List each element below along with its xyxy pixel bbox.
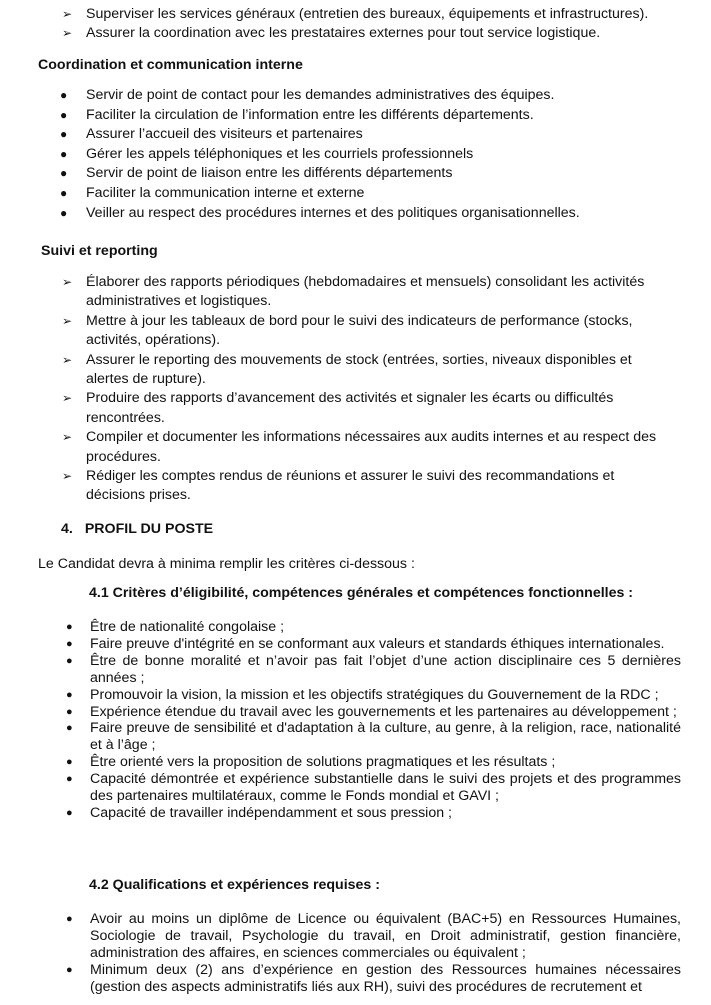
bullet-icon: ● [66,722,73,735]
list-item: ➢ Compiler et documenter les informations nécessaires aux audits internes et au respect des procédures. [62,429,657,465]
bullet-icon: ● [60,205,68,220]
list-item: ● Capacité démontrée et expérience substantielle dans le suivi des projets et des programmes des partenaires multilatéraux, comme le Fonds mondial et GAVI ; [66,771,681,805]
top-arrow-list [0,5,711,44]
bullet-icon: ● [60,107,68,122]
section-number: 4. [61,521,73,537]
arrow-bullet-icon: ➢ [62,26,73,41]
list-item: ● Faire preuve d'intégrité en se conformant aux valeurs et standards éthiques internationales. [66,635,665,652]
section-heading-suivi: Suivi et reporting [41,243,158,259]
bullet-icon: ● [66,637,73,650]
bullet-icon: ● [66,688,73,701]
list-item: ● Promouvoir la vision, la mission et les objectifs stratégiques du Gouvernement de la RDC ; [66,686,659,703]
bullet-icon: ● [60,127,68,142]
section-heading-coordination: Coordination et communication interne [38,57,303,73]
arrow-bullet-icon: ➢ [62,469,73,484]
bullet-icon: ● [60,88,68,102]
criteres-list [0,619,711,822]
bullet-icon: ● [66,654,73,667]
subsection-heading-qualifications: 4.2 Qualifications et expériences requises : [89,877,380,893]
list-item: ● Assurer l’accueil des visiteurs et partenaires [0,125,711,145]
arrow-bullet-icon: ➢ [62,275,73,289]
bullet-icon: ● [66,621,73,633]
list-item: ➢ Assurer la coordination avec les prestataires externes pour tout service logistique. [0,24,711,43]
list-item: ● Faciliter la communication interne et externe [0,184,711,204]
list-item: ➢ Superviser les services généraux (entretien des bureaux, équipements et infrastructures). [0,5,711,24]
list-item: ● Avoir au moins un diplôme de Licence ou équivalent (BAC+5) en Ressources Humaines, Sociologie de travail, Psychologie du travail, en Droit administratif, gestion financière, administration des affaires, en sciences commerciales ou équivalent ; [66,911,681,961]
list-item: ● Gérer les appels téléphoniques et les courriels professionnels [0,145,711,165]
list-item: ● Être orienté vers la proposition de solutions pragmatiques et les résultats ; [66,754,556,771]
section-heading-profil [61,521,213,537]
arrow-bullet-icon: ➢ [62,313,73,328]
bullet-icon: ● [66,806,73,819]
list-item: ● Minimum deux (2) ans d’expérience en gestion des Ressources humaines nécessaires (gestion des aspects administratifs liés aux RH), suivi des procédures de recrutement et [66,961,681,995]
list-item: ● Être de bonne moralité et n’avoir pas fait l’objet d’une action disciplinaire ces 5 dernières années ; [66,652,681,686]
bullet-icon: ● [60,146,68,161]
bullet-icon: ● [60,185,68,200]
bullet-icon: ● [60,166,68,181]
profil-intro: Le Candidat devra à minima remplir les critères ci-dessous : [38,556,415,572]
coordination-list [0,86,711,223]
list-item: ● Servir de point de liaison entre les différents départements [0,164,711,184]
qualifications-list [0,911,711,996]
list-item: ● Veiller au respect des procédures internes et des politiques organisationnelles. [0,204,711,224]
list-item: ● Capacité de travailler indépendamment et sous pression ; [66,804,452,821]
list-item: ➢ Rédiger les comptes rendus de réunions et assurer le suivi des recommandations et décisions prises. [62,468,615,504]
arrow-bullet-icon: ➢ [62,430,73,445]
list-item: ➢ Assurer le reporting des mouvements de stock (entrées, sorties, niveaux disponibles et alertes de rupture). [62,351,632,388]
section-title: PROFIL DU POSTE [84,521,214,537]
arrow-bullet-icon: ➢ [62,352,73,367]
list-item: ● Servir de point de contact pour les demandes administratives des équipes. [0,86,711,106]
arrow-bullet-icon: ➢ [62,391,73,406]
arrow-bullet-icon: ➢ [62,7,73,21]
list-item: ➢ Produire des rapports d’avancement des activités et signaler les écarts ou difficultés rencontrées. [62,390,614,426]
bullet-icon: ● [66,773,73,786]
list-item: ➢ Élaborer des rapports périodiques (hebdomadaires et mensuels) consolidant les activités administratives et logistiques. [62,274,645,310]
bullet-icon: ● [66,963,73,976]
list-item: ● Faire preuve de sensibilité et d'adaptation à la culture, au genre, à la religion, race, nationalité et à l’âge ; [66,720,681,754]
list-item: ➢ Mettre à jour les tableaux de bord pour le suivi des indicateurs de performance (stocks, activités, opérations). [62,312,633,349]
bullet-icon: ● [66,756,73,769]
suivi-list [0,273,711,506]
list-item: ● Expérience étendue du travail avec les gouvernements et les partenaires au développement ; [66,703,677,720]
list-item: ● Faciliter la circulation de l’information entre les différents départements. [0,106,711,126]
bullet-icon: ● [66,913,73,925]
subsection-heading-criteres: 4.1 Critères d’éligibilité, compétences générales et compétences fonctionnelles : [89,585,634,601]
list-item: ● Être de nationalité congolaise ; [66,619,285,635]
bullet-icon: ● [66,705,73,718]
